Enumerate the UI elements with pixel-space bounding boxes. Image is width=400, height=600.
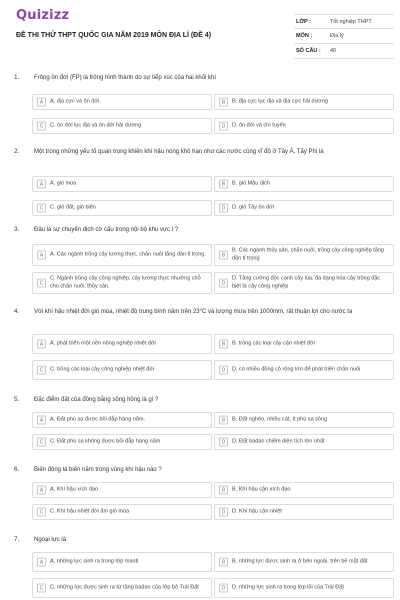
option-text: C. trồng các loại cây công nghiệp nhiệt đới — [50, 366, 155, 373]
option-text: C. những lực được sinh ra từ tầng badan của lớp bỏ Trái Đất — [50, 584, 199, 591]
option-text: D. Đất badan chiếm diện tích lớn nhất — [232, 438, 325, 445]
meta-value: 40 — [330, 48, 337, 54]
option-text: C. Ngành trồng cây công nghiệp, cây lương thực nhường chỗ cho chăn nuôi, thủy sản. — [50, 275, 201, 289]
option-text: A. gió mùa — [50, 180, 77, 187]
option-b[interactable] — [214, 482, 394, 498]
option-letter-box: D — [219, 204, 228, 213]
question-text: Với khí hậu nhiệt đới gió mùa, nhiệt độ trung bình năm trên 23°C và lượng mưa trên 1000mm, rất thuận lợi cho nước ta — [34, 309, 353, 315]
meta-key: MÔN : — [296, 33, 313, 39]
option-text: C. gió đất, gió biển — [50, 204, 96, 211]
option-d[interactable] — [214, 200, 394, 216]
option-text: A. Khí hậu xích đạo — [50, 486, 99, 493]
option-letter-box: B — [219, 180, 228, 189]
meta-key: LỚP : — [296, 18, 311, 25]
meta-row-count — [294, 44, 394, 59]
option-text: D. có nhiều đồng cỏ rộng lớn để phát triển chăn nuôi — [232, 366, 361, 373]
option-text: D. những lực sinh ra trong lớp lõi của Trái Đất — [232, 584, 344, 591]
option-d[interactable] — [214, 360, 394, 380]
option-c[interactable] — [32, 200, 212, 216]
option-a[interactable] — [32, 94, 212, 110]
option-c[interactable] — [32, 434, 212, 450]
option-letter-box: A — [37, 486, 46, 495]
option-letter-box: A — [37, 180, 46, 189]
question-number: 7. — [14, 536, 20, 543]
option-text: C. Khí hậu nhiệt đới ẩm gió mùa — [50, 508, 130, 515]
option-a[interactable] — [32, 412, 212, 428]
meta-key: SỐ CÂU : — [296, 48, 321, 54]
option-d[interactable] — [214, 118, 394, 134]
question-text: Biến động lá biến năm trong vùng khí hậu nào ? — [34, 467, 162, 473]
option-text: A. phát triển một nền nông nghiệp nhiệt đới — [50, 340, 156, 347]
option-letter-box: D — [219, 122, 228, 131]
option-letter-box: C — [37, 438, 46, 447]
option-text: D. Khí hậu cận nhiệt — [232, 508, 282, 515]
option-d[interactable] — [214, 578, 394, 598]
option-letter-box: D — [219, 366, 228, 375]
option-letter-box: D — [219, 438, 228, 447]
question-number: 6. — [14, 466, 20, 473]
meta-value: Địa lý — [330, 33, 344, 39]
option-a[interactable] — [32, 482, 212, 498]
option-c[interactable] — [32, 118, 212, 134]
option-c[interactable] — [32, 360, 212, 380]
option-b[interactable] — [214, 334, 394, 354]
option-text: D. ôn đới và chí tuyến — [232, 122, 286, 129]
meta-value: Tốt nghiệp THPT — [330, 18, 372, 25]
option-d[interactable] — [214, 272, 394, 294]
question-text: Một trong những yếu tố quan trọng khiến khí hậu nóng khô hạn như các nước cùng vĩ độ ở Tây Á, Tây Phi là — [34, 149, 324, 155]
option-letter-box: C — [37, 584, 46, 593]
option-text: B. gió Mậu dịch — [232, 180, 270, 187]
question-text: Đặc điểm đất của đồng bằng sông hồng là gì ? — [34, 397, 159, 403]
quizizz-logo: Quizizz — [16, 8, 70, 23]
page-header — [0, 0, 400, 66]
option-letter-box: C — [37, 508, 46, 517]
option-text: B. Các ngành thủy sản, chăn nuôi, trồng cây công nghiệp tăng dần tỉ trọng — [232, 247, 384, 261]
exam-meta-table — [294, 14, 394, 59]
option-b[interactable] — [214, 176, 394, 192]
option-a[interactable] — [32, 244, 212, 266]
option-text: C. ôn đới lục địa và ôn đới hải dương — [50, 122, 142, 129]
option-letter-box: C — [37, 122, 46, 131]
option-text: B. địa cực lục địa và địa cực hải dương — [232, 98, 328, 105]
question-number: 2. — [14, 148, 20, 155]
option-letter-box: B — [219, 558, 228, 567]
option-c[interactable] — [32, 578, 212, 598]
question-text: Đâu là sự chuyển dịch cơ cấu trong nội bộ khu vực I ? — [34, 227, 179, 233]
option-text: A. Đất phù sa được bồi đắp hàng năm. — [50, 416, 146, 423]
question-number: 1. — [14, 74, 20, 81]
option-letter-box: D — [219, 279, 228, 288]
option-letter-box: A — [37, 558, 46, 567]
option-text: B. những lực được sinh ra ở bên ngoài, trên bề mặt đất — [232, 558, 368, 565]
option-text: C. Đất phù sa không được bồi đắp hàng năm — [50, 438, 161, 445]
exam-title: ĐỀ THI THỬ THPT QUỐC GIA NĂM 2019 MÔN ĐỊA LÍ (ĐỀ 4) — [16, 32, 212, 39]
option-b[interactable] — [214, 244, 394, 266]
option-letter-box: A — [37, 340, 46, 349]
option-letter-box: D — [219, 508, 228, 517]
question-text: Ngoại lực là — [34, 537, 67, 543]
option-c[interactable] — [32, 504, 212, 520]
option-letter-box: A — [37, 98, 46, 107]
option-text: A. những lực sinh ra trong lớp manti — [50, 558, 139, 565]
option-b[interactable] — [214, 94, 394, 110]
option-a[interactable] — [32, 334, 212, 354]
meta-row-subject — [294, 29, 394, 44]
option-text: D. Tăng cường độc canh cây lúa, đa dạng hóa cây trồng đặc biệt là cây công nghiệp — [232, 275, 381, 289]
option-letter-box: C — [37, 204, 46, 213]
option-b[interactable] — [214, 412, 394, 428]
option-letter-box: D — [219, 584, 228, 593]
option-text: A. Các ngành trồng cây lương thực, chăn nuôi tăng dần tỉ trọng. — [50, 251, 206, 258]
option-c[interactable] — [32, 272, 212, 294]
meta-row-class — [294, 14, 394, 29]
question-number: 3. — [14, 226, 20, 233]
question-number: 4. — [14, 308, 20, 315]
option-a[interactable] — [32, 552, 212, 572]
option-text: B. trồng các loại cây cận nhiệt đới — [232, 340, 315, 347]
option-b[interactable] — [214, 552, 394, 572]
option-letter-box: B — [219, 98, 228, 107]
option-letter-box: A — [37, 416, 46, 425]
option-text: A. địa cực và ôn đới. — [50, 98, 101, 105]
option-a[interactable] — [32, 176, 212, 192]
option-letter-box: B — [219, 486, 228, 495]
question-number: 5. — [14, 396, 20, 403]
option-letter-box: C — [37, 279, 46, 288]
option-text: B. Đất nghèo, nhiều cát, ít phù sa sông — [232, 416, 328, 423]
option-d[interactable] — [214, 504, 394, 520]
question-text: Frông ôn đới (FP) là frông hình thành do sự tiếp xúc của hai khối khí — [34, 75, 217, 81]
option-text: B. Khí hậu cận xích đạo — [232, 486, 291, 493]
option-letter-box: B — [219, 340, 228, 349]
option-letter-box: B — [219, 416, 228, 425]
option-letter-box: A — [37, 251, 46, 260]
option-letter-box: C — [37, 366, 46, 375]
option-text: D. gió Tây ôn đới — [232, 204, 275, 211]
option-d[interactable] — [214, 434, 394, 450]
option-letter-box: B — [219, 251, 228, 260]
